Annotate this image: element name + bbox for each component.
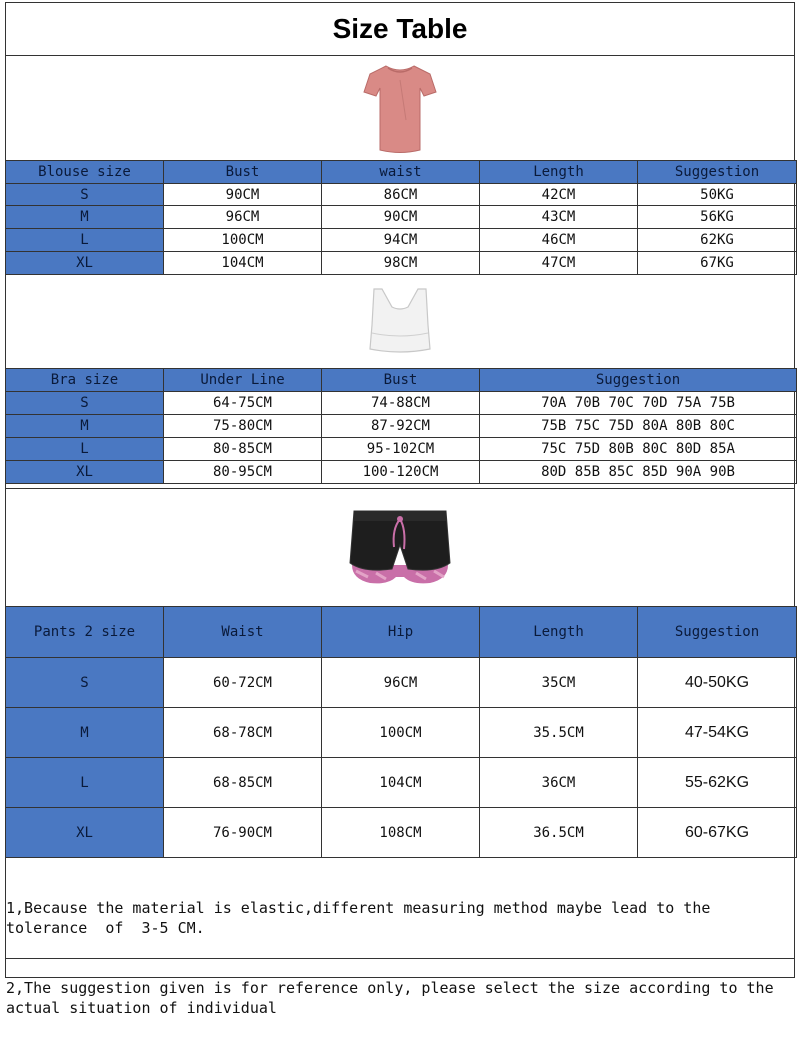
table-row	[6, 658, 797, 708]
length-cell: 43CM	[480, 206, 638, 229]
suggestion-cell: 62KG	[638, 229, 797, 252]
bra-header-row	[6, 369, 797, 392]
size-cell: L	[6, 758, 164, 808]
size-cell: XL	[6, 252, 164, 275]
pants-header-row	[6, 607, 797, 658]
blouse-image	[360, 60, 440, 156]
bra-image	[364, 285, 436, 357]
bust-cell: 96CM	[164, 206, 322, 229]
table-row	[6, 461, 797, 484]
pants-image	[346, 505, 454, 591]
blouse-image-area	[5, 56, 795, 160]
pants-header-waist: Waist	[164, 607, 322, 658]
blouse-size-table	[5, 160, 797, 275]
bottom-divider	[5, 958, 795, 959]
table-row	[6, 252, 797, 275]
size-cell: S	[6, 658, 164, 708]
suggestion-cell: 80D 85B 85C 85D 90A 90B	[480, 461, 797, 484]
waist-cell: 94CM	[322, 229, 480, 252]
table-row	[6, 708, 797, 758]
under-line-cell: 80-95CM	[164, 461, 322, 484]
blouse-header-suggestion: Suggestion	[638, 161, 797, 184]
table-row	[6, 758, 797, 808]
hip-cell: 108CM	[322, 808, 480, 858]
waist-cell: 90CM	[322, 206, 480, 229]
bust-cell: 90CM	[164, 184, 322, 206]
table-row	[6, 415, 797, 438]
under-line-cell: 64-75CM	[164, 392, 322, 415]
suggestion-cell: 55-62KG	[638, 758, 797, 808]
table-row	[6, 392, 797, 415]
waist-cell: 60-72CM	[164, 658, 322, 708]
bra-size-table	[5, 368, 797, 484]
size-cell: M	[6, 708, 164, 758]
table-row	[6, 808, 797, 858]
size-cell: S	[6, 184, 164, 206]
waist-cell: 68-78CM	[164, 708, 322, 758]
bra-header-suggestion: Suggestion	[480, 369, 797, 392]
blouse-header-length: Length	[480, 161, 638, 184]
blouse-header-bust: Bust	[164, 161, 322, 184]
size-cell: M	[6, 415, 164, 438]
waist-cell: 76-90CM	[164, 808, 322, 858]
waist-cell: 98CM	[322, 252, 480, 275]
table-row	[6, 229, 797, 252]
note-reference-only: 2,The suggestion given is for reference only, please select the size according to the actual situation of individual	[6, 979, 774, 1017]
suggestion-cell: 56KG	[638, 206, 797, 229]
waist-cell: 86CM	[322, 184, 480, 206]
pants-header-hip: Hip	[322, 607, 480, 658]
pants-header-suggestion: Suggestion	[638, 607, 797, 658]
suggestion-cell: 75B 75C 75D 80A 80B 80C	[480, 415, 797, 438]
bust-cell: 74-88CM	[322, 392, 480, 415]
note-elastic-tolerance: 1,Because the material is elastic,different measuring method maybe lead to the tolerance of 3-5 CM.	[6, 899, 711, 937]
length-cell: 36.5CM	[480, 808, 638, 858]
page-title: Size Table	[332, 13, 468, 44]
pants-header-size: Pants 2 size	[6, 607, 164, 658]
under-line-cell: 80-85CM	[164, 438, 322, 461]
bust-cell: 87-92CM	[322, 415, 480, 438]
table-row	[6, 206, 797, 229]
suggestion-cell: 40-50KG	[638, 658, 797, 708]
blouse-header-waist: waist	[322, 161, 480, 184]
bust-cell: 100CM	[164, 229, 322, 252]
bra-image-area	[5, 274, 795, 368]
bra-header-under-line: Under Line	[164, 369, 322, 392]
length-cell: 35CM	[480, 658, 638, 708]
suggestion-cell: 70A 70B 70C 70D 75A 75B	[480, 392, 797, 415]
suggestion-cell: 75C 75D 80B 80C 80D 85A	[480, 438, 797, 461]
pants-size-table	[5, 606, 797, 858]
title-bar	[5, 2, 795, 56]
size-notes	[6, 858, 794, 1038]
length-cell: 47CM	[480, 252, 638, 275]
size-cell: S	[6, 392, 164, 415]
hip-cell: 96CM	[322, 658, 480, 708]
length-cell: 35.5CM	[480, 708, 638, 758]
length-cell: 36CM	[480, 758, 638, 808]
size-cell: L	[6, 438, 164, 461]
bust-cell: 100-120CM	[322, 461, 480, 484]
pants-header-length: Length	[480, 607, 638, 658]
length-cell: 46CM	[480, 229, 638, 252]
pants-image-area	[5, 488, 795, 606]
suggestion-cell: 67KG	[638, 252, 797, 275]
bust-cell: 104CM	[164, 252, 322, 275]
suggestion-cell: 50KG	[638, 184, 797, 206]
hip-cell: 104CM	[322, 758, 480, 808]
size-cell: XL	[6, 461, 164, 484]
blouse-header-row	[6, 161, 797, 184]
bust-cell: 95-102CM	[322, 438, 480, 461]
table-row	[6, 184, 797, 206]
bra-header-bust: Bust	[322, 369, 480, 392]
suggestion-cell: 47-54KG	[638, 708, 797, 758]
waist-cell: 68-85CM	[164, 758, 322, 808]
length-cell: 42CM	[480, 184, 638, 206]
size-cell: M	[6, 206, 164, 229]
under-line-cell: 75-80CM	[164, 415, 322, 438]
hip-cell: 100CM	[322, 708, 480, 758]
table-row	[6, 438, 797, 461]
size-cell: L	[6, 229, 164, 252]
blouse-header-size: Blouse size	[6, 161, 164, 184]
suggestion-cell: 60-67KG	[638, 808, 797, 858]
bra-header-size: Bra size	[6, 369, 164, 392]
size-cell: XL	[6, 808, 164, 858]
